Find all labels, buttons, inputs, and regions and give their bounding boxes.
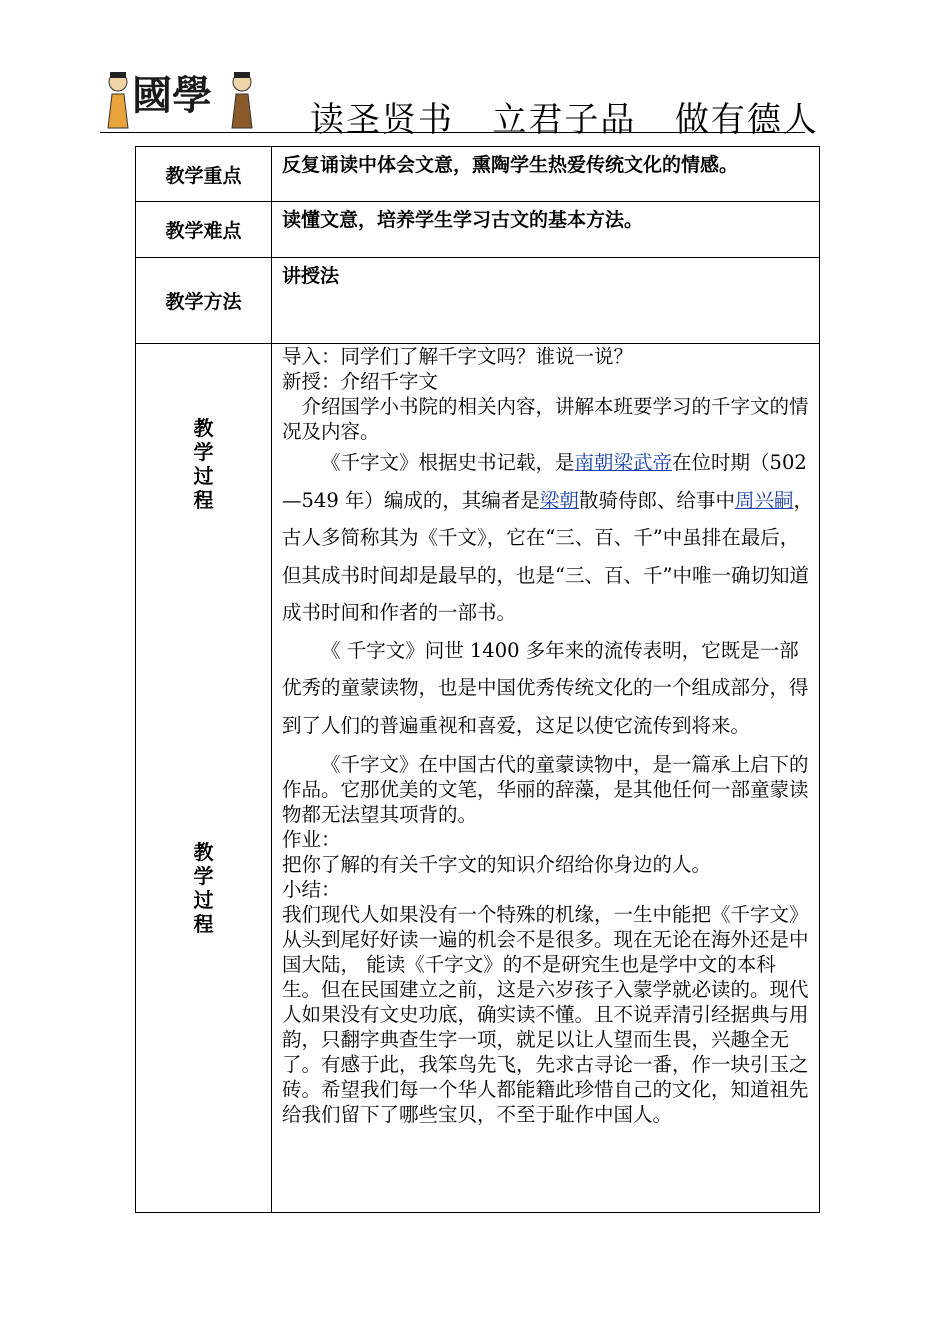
header-rule [100, 132, 805, 133]
table-row [136, 147, 820, 202]
paragraph-2: 《千字文》根据史书记载，是南朝梁武帝在位时期（502 —549 年）编成的，其编者是梁朝散骑侍郎、给事中周兴嗣，古人多简称其为《千文》，它在“三、百、千”中虽排在最后，但其成书时间却是最早的，也是“三、百、千”中唯一确切知道成书时间和作者的一部书。 [282, 451, 813, 624]
method-label: 教学方法 [136, 258, 272, 344]
link-liangchao[interactable]: 梁朝 [539, 488, 579, 512]
homework-text: 把你了解的有关千字文的知识介绍给你身边的人。 [282, 853, 712, 876]
difficulty-value: 读懂文意，培养学生学习古文的基本方法。 [272, 202, 820, 258]
paragraph-3: 《 千字文》问世 1400 多年来的流传表明，它既是一部优秀的童蒙读物，也是中国优秀传统文化的一个组成部分，得到了人们的普遍重视和喜爱，这足以使它流传到将来。 [282, 638, 809, 737]
summary-text: 我们现代人如果没有一个特殊的机缘，一生中能把《千字文》从头到尾好好读一遍的机会不是很多。现在无论在海外还是中国大陆， 能读《千字文》的不是研究生也是学中文的本科生。但在民国建立之前，这是六岁孩子入蒙学就必读的。现代人如果没有文史功底，确实读不懂。且不说弄清引经据典与用韵，只翻字典查生字一项，就足以让人望而生畏，兴趣全无了。有感于此，我笨鸟先飞，先求古寻论一番，作一块引玉之砖。希望我们每一个华人都能籍此珍惜自己的文化，知道祖先给我们留下了哪些宝贝，不至于耻作中国人。 [282, 903, 809, 1126]
link-zhou-xingsi[interactable]: 周兴嗣 [734, 488, 794, 512]
intro-text: 导入：同学们了解千字文吗？谁说一说？ [282, 345, 634, 368]
table-row [136, 258, 820, 344]
header-slogan: 读圣贤书 立君子品 做有德人 [310, 100, 819, 140]
process-label-bottom: 教 学 过 程 [193, 840, 214, 936]
process-content-cell [272, 344, 820, 1213]
difficulty-label: 教学难点 [136, 202, 272, 258]
new-lesson-text: 新授：介绍千字文 [282, 370, 439, 393]
page-header [100, 60, 819, 140]
homework-label: 作业： [282, 828, 341, 851]
focus-value: 反复诵读中体会文意，熏陶学生热爱传统文化的情感。 [272, 147, 820, 202]
table-row [136, 202, 820, 258]
method-value: 讲授法 [272, 258, 820, 344]
focus-label: 教学重点 [136, 147, 272, 202]
process-content [272, 344, 819, 1127]
lesson-plan-table [135, 146, 820, 1213]
process-label-top: 教 学 过 程 [193, 416, 214, 512]
paragraph-1: 介绍国学小书院的相关内容，讲解本班要学习的千字文的情况及内容。 [282, 395, 809, 443]
table-row [136, 344, 820, 1213]
summary-label: 小结： [282, 878, 341, 901]
logo-text: 國學 [132, 72, 212, 119]
process-label-cell [136, 344, 272, 1213]
paragraph-4: 《千字文》在中国古代的童蒙读物中，是一篇承上启下的作品。它那优美的文笔，华丽的辞藻，是其他任何一部童蒙读物都无法望其项背的。 [282, 753, 809, 826]
link-nanchao-liang-wudi[interactable]: 南朝梁武帝 [574, 451, 673, 474]
